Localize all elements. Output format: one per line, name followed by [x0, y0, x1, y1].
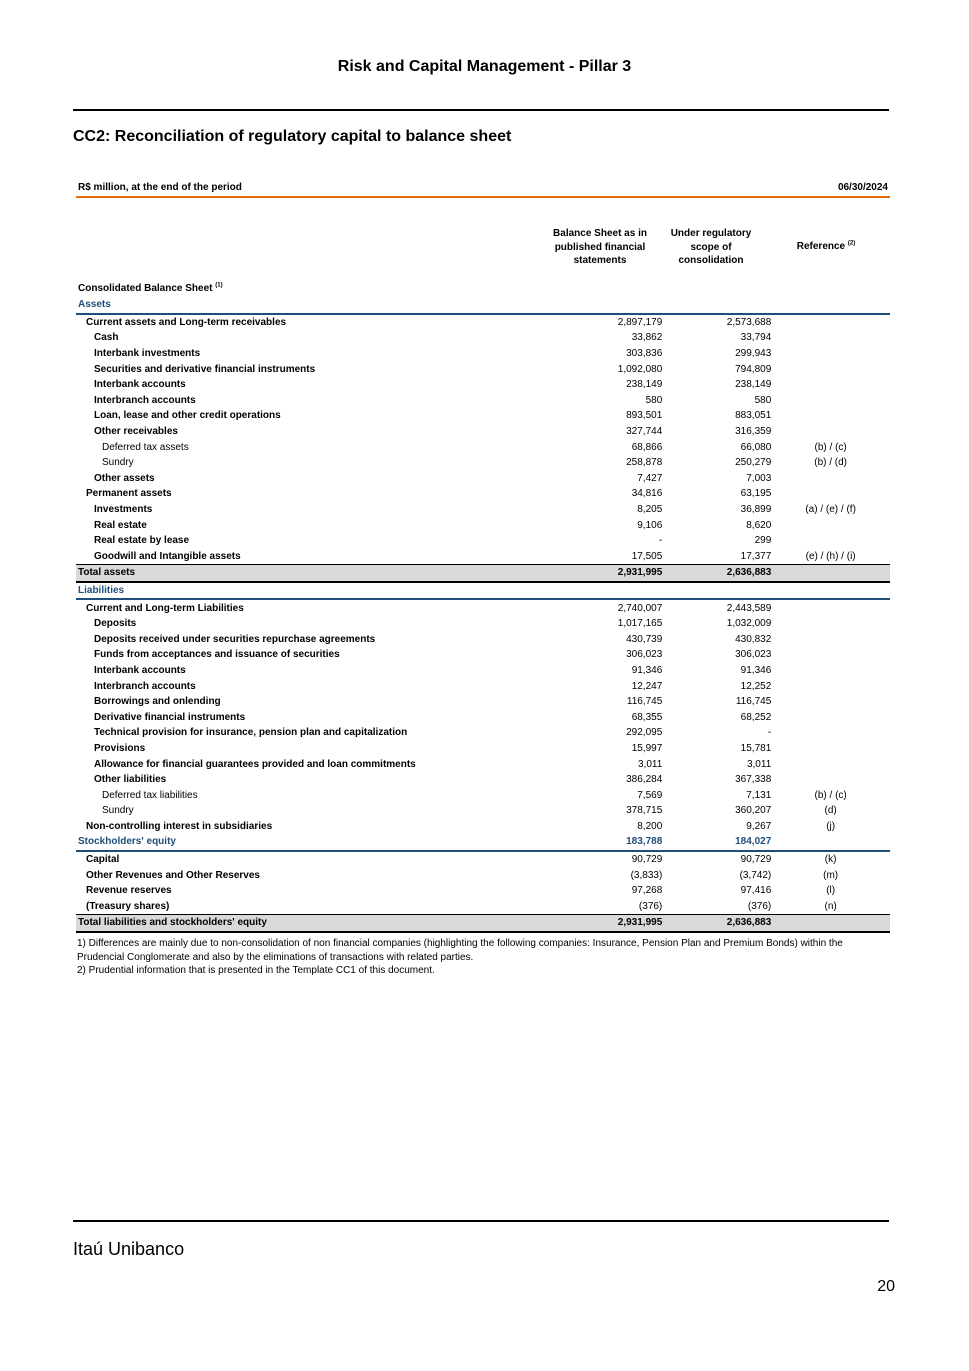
table-row	[76, 725, 890, 741]
table-row	[76, 533, 890, 549]
footnote-2: 2) Prudential information that is presented in the Template CC1 of this document.	[77, 965, 435, 976]
regulatory-value: 17,377	[740, 550, 772, 562]
published-value: 1,092,080	[617, 363, 663, 375]
reference-value	[771, 565, 890, 582]
row-label: Cash	[94, 332, 119, 344]
row-label: Liabilities	[76, 582, 589, 600]
col3-sup: (2)	[847, 240, 856, 247]
published-value: 7,427	[637, 472, 663, 484]
unit-rule	[76, 196, 890, 198]
published-value: 2,897,179	[617, 316, 663, 328]
regulatory-value: 184,027	[662, 834, 771, 851]
col1-line2: published financial	[554, 241, 646, 253]
published-value	[589, 582, 663, 600]
section-label-sup: (1)	[215, 282, 223, 289]
col2-line3: consolidation	[678, 255, 744, 266]
col2-line1: Under regulatory	[670, 228, 752, 239]
reference-value: (b) / (c)	[814, 789, 847, 801]
published-value: 2,931,995	[589, 915, 663, 932]
table-row	[76, 616, 890, 632]
footer-brand: Itaú Unibanco	[73, 1239, 185, 1259]
table-row	[76, 663, 890, 679]
reference-value	[771, 772, 890, 788]
unit-row	[78, 182, 888, 193]
regulatory-value: 36,899	[740, 504, 772, 516]
row-label: Deposits received under securities repurchase agreements	[94, 633, 376, 645]
regulatory-value: 7,003	[746, 472, 772, 484]
table-row	[76, 361, 890, 377]
row-label: Real estate by lease	[94, 535, 190, 547]
row-label: Other assets	[94, 472, 155, 484]
published-value: 292,095	[626, 727, 663, 739]
table-row	[76, 330, 890, 346]
regulatory-value: (376)	[747, 900, 772, 912]
regulatory-value: 1,032,009	[726, 618, 772, 630]
row-label: Deposits	[94, 618, 137, 630]
reference-value	[771, 663, 890, 679]
row-label: Permanent assets	[86, 488, 172, 500]
page-header: Risk and Capital Management - Pillar 3	[337, 58, 632, 75]
reference-value	[771, 599, 890, 616]
published-value: 8,205	[637, 504, 663, 516]
reference-value	[771, 377, 890, 393]
table-row	[76, 803, 890, 819]
published-value: 15,997	[631, 742, 663, 754]
balance-sheet-table	[76, 297, 890, 933]
row-label: Interbranch accounts	[94, 680, 196, 692]
table-row	[76, 549, 890, 565]
table-row	[76, 819, 890, 835]
regulatory-value: 68,252	[740, 711, 772, 723]
regulatory-value: 63,195	[740, 488, 772, 500]
regulatory-value: 8,620	[746, 519, 772, 531]
col-header-reference	[776, 240, 876, 254]
row-label: Deferred tax assets	[102, 441, 189, 453]
col-header-regulatory	[658, 227, 764, 268]
row-label: Provisions	[94, 742, 146, 754]
regulatory-value: 580	[754, 394, 772, 406]
table-row	[76, 517, 890, 533]
row-label: Loan, lease and other credit operations	[94, 410, 281, 422]
table-row	[76, 694, 890, 710]
reference-value	[771, 314, 890, 331]
table-row	[76, 756, 890, 772]
reference-value	[771, 408, 890, 424]
row-label: Total assets	[76, 565, 589, 582]
published-value: 430,739	[626, 633, 663, 645]
row-label: Sundry	[102, 457, 134, 469]
regulatory-value: 2,636,883	[662, 915, 771, 932]
published-value: 1,017,165	[617, 618, 663, 630]
row-label: Securities and derivative financial instruments	[94, 363, 316, 375]
reference-value	[771, 346, 890, 362]
table-row	[76, 408, 890, 424]
regulatory-value: 91,346	[740, 664, 772, 676]
published-value: 2,931,995	[589, 565, 663, 582]
published-value: 386,284	[626, 774, 663, 786]
published-value: 238,149	[626, 379, 663, 391]
published-value: 2,740,007	[617, 602, 663, 614]
regulatory-value: 116,745	[735, 696, 772, 708]
row-label: Interbank accounts	[94, 664, 186, 676]
regulatory-value: 250,279	[735, 457, 772, 469]
row-label: Derivative financial instruments	[94, 711, 246, 723]
section-row	[76, 297, 890, 314]
reference-value: (k)	[824, 854, 837, 866]
row-label: Goodwill and Intangible assets	[94, 550, 241, 562]
col2-line2: scope of	[690, 241, 732, 253]
table-row	[76, 899, 890, 915]
row-label: Other receivables	[94, 426, 178, 438]
regulatory-value: 66,080	[740, 441, 772, 453]
page-title: CC2: Reconciliation of regulatory capital to balance sheet	[73, 128, 512, 145]
regulatory-value: 430,832	[735, 633, 772, 645]
published-value: 8,200	[637, 820, 663, 832]
table-row	[76, 647, 890, 663]
section-label-text: Consolidated Balance Sheet	[78, 283, 213, 294]
regulatory-value: 12,252	[740, 680, 772, 692]
col3-label: Reference	[796, 241, 846, 252]
regulatory-value: 15,781	[740, 742, 772, 754]
published-value: 68,866	[631, 441, 663, 453]
reference-value	[771, 616, 890, 632]
published-value: 90,729	[631, 854, 663, 866]
published-value: 183,788	[589, 834, 663, 851]
reference-value	[771, 834, 890, 851]
reference-value	[771, 741, 890, 757]
table-row	[76, 599, 890, 616]
published-value: 34,816	[631, 488, 663, 500]
row-label: Stockholders' equity	[76, 834, 589, 851]
total-row	[76, 565, 890, 582]
row-label: Real estate	[94, 519, 147, 531]
section-row	[76, 582, 890, 600]
published-value: 893,501	[626, 410, 663, 422]
row-label: Investments	[94, 504, 153, 516]
table-row	[76, 486, 890, 502]
published-value: 580	[645, 394, 663, 406]
reference-value	[771, 393, 890, 409]
regulatory-value: 33,794	[740, 332, 772, 344]
col1-line3: statements	[573, 255, 627, 266]
reference-value	[771, 582, 890, 600]
reference-value	[771, 471, 890, 487]
reference-value	[771, 725, 890, 741]
regulatory-value: 2,636,883	[662, 565, 771, 582]
row-label: Total liabilities and stockholders' equity	[76, 915, 589, 932]
page-number: 20	[877, 1278, 895, 1295]
regulatory-value: -	[767, 727, 772, 739]
reference-value: (l)	[826, 885, 836, 897]
row-label: Interbank investments	[94, 348, 201, 360]
published-value: 9,106	[637, 519, 663, 531]
table-row	[76, 439, 890, 455]
table-row	[76, 455, 890, 471]
published-value	[589, 297, 663, 314]
regulatory-value: 9,267	[746, 820, 772, 832]
reference-value	[771, 678, 890, 694]
row-label: Interbank accounts	[94, 379, 186, 391]
table-row	[76, 314, 890, 331]
published-value: 378,715	[626, 805, 663, 817]
published-value: 303,836	[626, 348, 663, 360]
footnote-1: 1) Differences are mainly due to non-consolidation of non financial companies (highlighting the following companies: Insurance, Pension Plan and Premium Bonds) within the Prudencial Conglomerate and also by the eliminations of transactions with related parties.	[77, 938, 843, 963]
row-label: Other liabilities	[94, 774, 167, 786]
section-row	[76, 834, 890, 851]
regulatory-value: 90,729	[740, 854, 772, 866]
published-value: 258,878	[626, 457, 663, 469]
published-value: 116,745	[626, 696, 663, 708]
reference-value	[771, 297, 890, 314]
row-label: Interbranch accounts	[94, 394, 196, 406]
table-row	[76, 377, 890, 393]
regulatory-value: 238,149	[735, 379, 772, 391]
row-label: Assets	[76, 297, 589, 314]
published-value: -	[658, 535, 663, 547]
col1-line1: Balance Sheet as in	[553, 228, 647, 239]
table-row	[76, 678, 890, 694]
row-label: (Treasury shares)	[86, 900, 170, 912]
reference-value	[771, 517, 890, 533]
regulatory-value: 306,023	[735, 649, 772, 661]
regulatory-value: 360,207	[735, 805, 772, 817]
row-label: Other Revenues and Other Reserves	[86, 869, 260, 881]
table-row	[76, 867, 890, 883]
reference-value: (b) / (c)	[814, 441, 847, 453]
regulatory-value: 883,051	[735, 410, 772, 422]
row-label: Deferred tax liabilities	[102, 789, 198, 801]
reference-value: (b) / (d)	[814, 457, 848, 469]
regulatory-value	[662, 582, 771, 600]
reference-value	[771, 361, 890, 377]
table-row	[76, 772, 890, 788]
published-value: 91,346	[631, 664, 663, 676]
row-label: Non-controlling interest in subsidiaries	[86, 820, 273, 832]
reference-value	[771, 486, 890, 502]
table-row	[76, 851, 890, 868]
reference-value	[771, 915, 890, 932]
regulatory-value: 794,809	[735, 363, 772, 375]
published-value: 17,505	[631, 550, 663, 562]
published-value: 327,744	[626, 426, 663, 438]
row-label: Sundry	[102, 805, 134, 817]
table-row	[76, 502, 890, 518]
reference-value: (m)	[823, 869, 839, 881]
table-row	[76, 424, 890, 440]
reference-value: (d)	[824, 805, 837, 817]
row-label: Capital	[86, 854, 120, 866]
published-value: (376)	[638, 900, 663, 912]
table-row	[76, 346, 890, 362]
reference-value	[771, 647, 890, 663]
regulatory-value: 97,416	[740, 885, 772, 897]
published-value: 97,268	[631, 885, 663, 897]
published-value: 7,569	[637, 789, 663, 801]
row-label: Technical provision for insurance, pension plan and capitalization	[94, 727, 408, 739]
regulatory-value: 7,131	[746, 789, 772, 801]
reference-value	[771, 533, 890, 549]
regulatory-value: 299	[754, 535, 772, 547]
table-row	[76, 709, 890, 725]
footnotes	[77, 937, 887, 978]
regulatory-value: 299,943	[735, 348, 772, 360]
reference-value	[771, 694, 890, 710]
reference-value	[771, 330, 890, 346]
regulatory-value: 367,338	[735, 774, 772, 786]
table-row	[76, 741, 890, 757]
reference-value: (a) / (e) / (f)	[805, 504, 856, 516]
col-header-published	[545, 227, 655, 268]
published-value: 33,862	[631, 332, 663, 344]
unit-label: R$ million, at the end of the period	[78, 182, 242, 193]
regulatory-value: 2,573,688	[726, 316, 772, 328]
row-label: Revenue reserves	[86, 885, 172, 897]
table-row	[76, 787, 890, 803]
header-rule	[73, 109, 889, 111]
reference-value	[771, 709, 890, 725]
regulatory-value: (3,742)	[739, 869, 772, 881]
row-label: Current assets and Long-term receivables	[86, 316, 287, 328]
table-row	[76, 471, 890, 487]
row-label: Borrowings and onlending	[94, 696, 221, 708]
reference-value	[771, 631, 890, 647]
period-date: 06/30/2024	[837, 182, 888, 193]
table-row	[76, 631, 890, 647]
published-value: 12,247	[631, 680, 663, 692]
section-label	[78, 283, 223, 294]
table-row	[76, 883, 890, 899]
footer-rule	[73, 1220, 889, 1222]
table-row	[76, 393, 890, 409]
regulatory-value: 2,443,589	[726, 602, 772, 614]
published-value: (3,833)	[630, 869, 663, 881]
reference-value	[771, 424, 890, 440]
regulatory-value: 3,011	[746, 758, 772, 770]
published-value: 306,023	[626, 649, 663, 661]
total-row	[76, 915, 890, 932]
published-value: 68,355	[631, 711, 663, 723]
reference-value: (j)	[826, 820, 836, 832]
row-label: Allowance for financial guarantees provided and loan commitments	[94, 758, 416, 770]
row-label: Current and Long-term Liabilities	[86, 602, 244, 614]
published-value: 3,011	[637, 758, 663, 770]
regulatory-value	[662, 297, 771, 314]
reference-value: (e) / (h) / (i)	[805, 550, 856, 562]
row-label: Funds from acceptances and issuance of securities	[94, 649, 340, 661]
regulatory-value: 316,359	[735, 426, 772, 438]
reference-value	[771, 756, 890, 772]
reference-value: (n)	[824, 900, 837, 912]
